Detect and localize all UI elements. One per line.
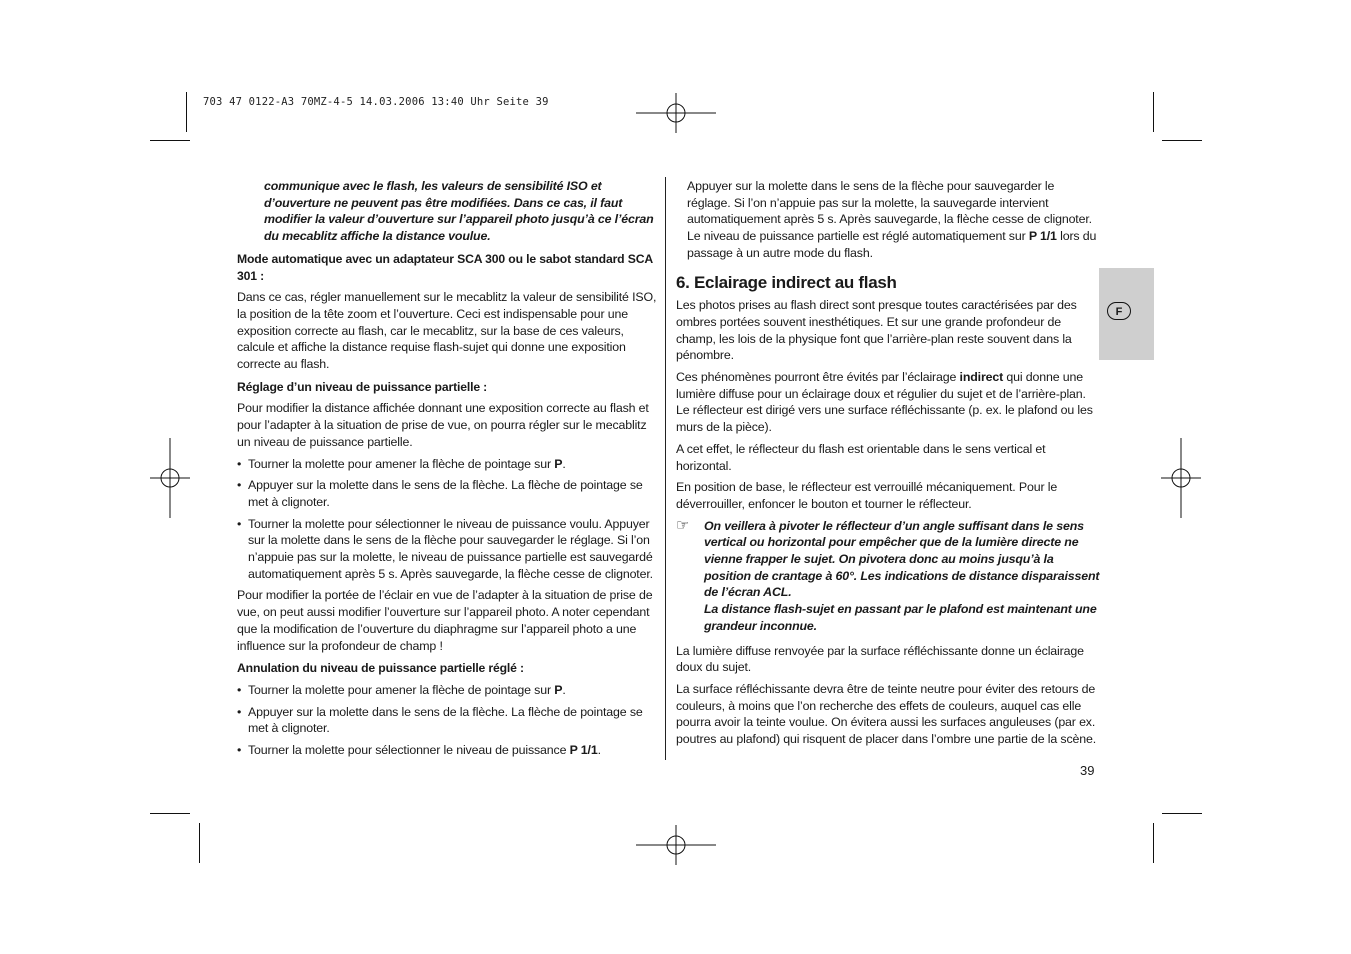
- note-text: On veillera à pivoter le réflecteur d’un angle suffisant dans le sens vertical ou horizontal pour empêcher que de la lumière directe ne vienne frapper le sujet. On pivotera donc au moins jusqu’à la position de crantage à 60°. Les indications de distance disparaissent de l’écran ACL.: [704, 518, 1100, 600]
- registration-mark-bottom: [636, 825, 716, 865]
- bounce-paragraph-5: La lumière diffuse renvoyée par la surface réfléchissante donne un éclairage doux du sujet.: [676, 643, 1084, 675]
- bullet-bold: P: [554, 682, 563, 697]
- sca-mode-paragraph: Dans ce cas, régler manuellement sur le mecablitz la valeur de sensibilité ISO, la position de la tête zoom et l’ouverture. Ceci est indispensable pour une exposition correcte au flash, car le mecablitz, sur la base de ces valeurs, calcule et affiche la distance requise flash-sujet qui donne une exposition correcte au flash.: [237, 290, 657, 372]
- list-item: [237, 477, 661, 510]
- continued-bold: P 1/1: [1028, 229, 1057, 244]
- crop-mark: [150, 813, 190, 814]
- crop-mark: [1153, 92, 1154, 132]
- print-slug-line: 703 47 0122-A3 70MZ-4-5 14.03.2006 13:40 Uhr Seite 39: [203, 96, 549, 108]
- continued-suffix: lors du passage à un autre mode du flash.: [687, 229, 1097, 260]
- bullet-text: Tourner la molette pour sélectionner le niveau de puissance voulu. Appuyer sur la molette dans le sens de la flèche pour sauvegarder le réglage. Si l’on n’appuie pas sur la molette, le niveau de puissance partielle est sauvegardé automatiquement après 5 s. Après sauvegarde, la flèche cesse de clignoter.: [248, 516, 653, 581]
- registration-mark-top: [636, 93, 716, 133]
- bullet-icon: •: [237, 682, 242, 697]
- registration-mark-right: [1161, 438, 1201, 518]
- aperture-paragraph: Pour modifier la portée de l’éclair en vue de l’adapter à la situation de prise de vue, on peut aussi modifier l’ouverture sur l’appareil photo. A noter cependant que la modification de l’ouverture du diaphragme sur l’appareil photo a une influence sur la profondeur de champ !: [237, 588, 653, 653]
- bullet-bold: P: [554, 456, 563, 471]
- registration-mark-left: [150, 438, 190, 518]
- list-item: [237, 456, 661, 473]
- bullet-suffix: .: [562, 682, 566, 697]
- bounce-paragraph-6: La surface réfléchissante devra être de teinte neutre pour éviter des retours de couleurs, à moins que l’on recherche des effets de couleurs, auquel cas elle pourra avoir la teinte voulue. On évitera aussi les surfaces anguleuses (par ex. poutres au plafond) qui risquent de placer dans l’ombre une partie de la scène.: [676, 681, 1097, 747]
- list-item: [237, 682, 661, 699]
- page-number: 39: [1080, 763, 1095, 778]
- bullet-icon: •: [237, 516, 242, 531]
- bounce-paragraph-2: [676, 369, 1100, 436]
- bullet-text: Appuyer sur la molette dans le sens de la flèche. La flèche de pointage se met à clignoter.: [248, 704, 643, 736]
- crop-mark: [199, 823, 200, 863]
- list-item: [237, 704, 661, 737]
- bullet-text: Appuyer sur la molette dans le sens de la flèche. La flèche de pointage se met à clignoter.: [248, 478, 643, 509]
- partial-power-heading: Réglage d’un niveau de puissance partielle :: [237, 379, 488, 394]
- partial-power-paragraph: Pour modifier la distance affichée donnant une exposition correcte au flash et pour l’adapter à la situation de prise de vue, on pourra régler sur le mecablitz un niveau de puissance partielle.: [237, 401, 649, 449]
- para-bold: indirect: [959, 370, 1004, 385]
- right-column: [676, 178, 1100, 753]
- note-block: [676, 518, 1100, 635]
- column-divider: [665, 177, 666, 760]
- bullet-icon: •: [237, 743, 242, 758]
- language-badge: F: [1107, 302, 1131, 320]
- list-item: [237, 742, 661, 759]
- crop-mark: [1162, 813, 1202, 814]
- para-text: Ces phénomènes pourront être évités par l’éclairage: [676, 370, 960, 385]
- left-column: [237, 178, 661, 764]
- intro-italic-paragraph: communique avec le flash, les valeurs de sensibilité ISO et d’ouverture ne peuvent pas être modifiées. Dans ce cas, il faut modifier la valeur d’ouverture sur l’appareil photo jusqu’à ce l’écran du mecablitz affiche la distance voulue.: [264, 179, 654, 244]
- note-text: La distance flash-sujet en passant par le plafond est maintenant une grandeur inconnue.: [704, 602, 1097, 633]
- list-item: [237, 516, 661, 583]
- crop-mark: [150, 140, 190, 141]
- bounce-paragraph-1: Les photos prises au flash direct sont presque toutes caractérisées par des ombres portées souvent inesthétiques. Et sur une grande profondeur de champ, les lois de la physique font que l’arrière-plan reste souvent dans la pénombre.: [676, 298, 1077, 363]
- section-title: 6. Eclairage indirect au flash: [676, 272, 897, 292]
- para-suffix: qui donne une lumière diffuse pour un éclairage doux et régulier du sujet et de l’arrière-plan. Le réflecteur est dirigé vers une surface réfléchissante (p. ex. le plafond ou les murs de la pièce).: [676, 370, 1093, 435]
- continued-text: Appuyer sur la molette dans le sens de la flèche pour sauvegarder le réglage. Si l’on n’appuie pas sur la molette, la sauvegarde intervient automatiquement après 5 s. Après sauvegarde, la flèche cesse de clignoter. Le niveau de puissance partielle est réglé automatiquement sur: [687, 179, 1092, 244]
- bullet-bold: P 1/1: [569, 743, 598, 758]
- bullet-icon: •: [237, 478, 242, 493]
- bullet-text: Tourner la molette pour sélectionner le niveau de puissance: [248, 743, 570, 758]
- crop-mark: [1153, 823, 1154, 863]
- pointing-hand-icon: ☞: [676, 516, 690, 534]
- cancel-heading: Annulation du niveau de puissance partielle réglé :: [237, 661, 524, 676]
- bullet-text: Tourner la molette pour amener la flèche de pointage sur: [248, 456, 555, 471]
- bullet-icon: •: [237, 456, 242, 471]
- bounce-paragraph-3: A cet effet, le réflecteur du flash est orientable dans le sens vertical et horizontal.: [676, 441, 1046, 473]
- bullet-text: Tourner la molette pour amener la flèche de pointage sur: [248, 682, 555, 697]
- bullet-suffix: .: [562, 456, 566, 471]
- crop-mark: [186, 92, 187, 132]
- bounce-paragraph-4: En position de base, le réflecteur est verrouillé mécaniquement. Pour le déverrouiller, enfoncer le bouton et tourner le réflecteur.: [676, 480, 1058, 511]
- crop-mark: [1162, 140, 1202, 141]
- sca-mode-heading: Mode automatique avec un adaptateur SCA 300 ou le sabot standard SCA 301 :: [237, 251, 653, 283]
- continued-paragraph: [687, 178, 1100, 262]
- bullet-suffix: .: [597, 743, 601, 758]
- bullet-icon: •: [237, 704, 242, 719]
